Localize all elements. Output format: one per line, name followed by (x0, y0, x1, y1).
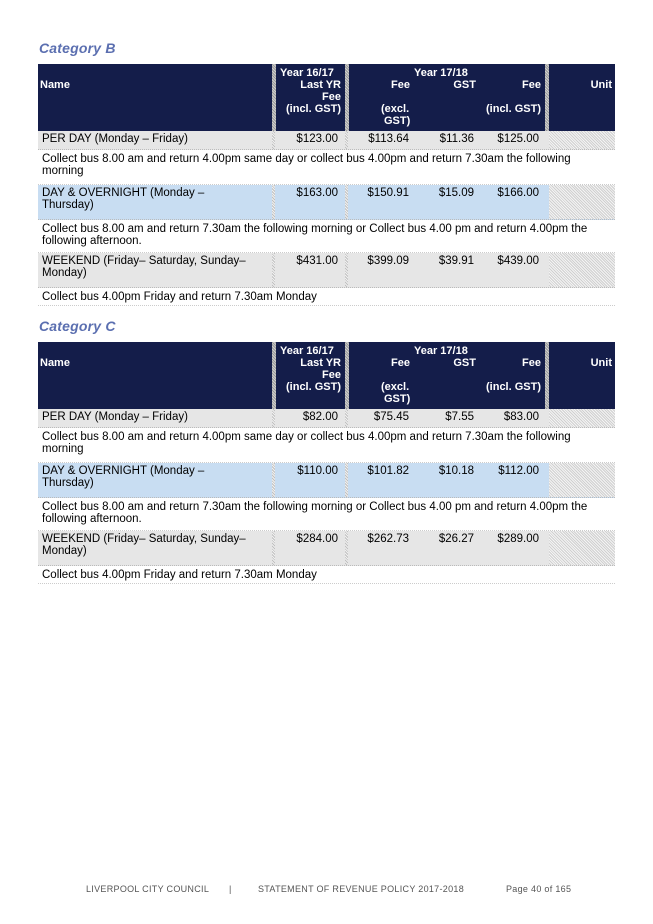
row-description: Collect bus 8.00 am and return 4.00pm same day or collect bus 4.00pm and return 7.30am the following morning (38, 150, 615, 185)
row-name: Monday) (42, 545, 87, 557)
row-column-divider (345, 463, 348, 497)
header-fee-excl-3: GST) (384, 115, 411, 127)
row-fee-incl: $289.00 (497, 533, 539, 545)
row-fee-incl: $112.00 (498, 465, 539, 477)
header-name: Name (40, 357, 70, 369)
table-row (38, 253, 615, 288)
header-last-yr-fee-1: Last YR (300, 357, 341, 369)
footer-org: LIVERPOOL CITY COUNCIL (86, 884, 210, 894)
row-fee-excl: $262.73 (367, 533, 409, 545)
row-name: PER DAY (Monday – Friday) (42, 411, 188, 423)
table-header (38, 64, 615, 131)
header-gst: GST (453, 79, 476, 91)
header-last-yr-fee-1: Last YR (300, 79, 341, 91)
header-fee-excl-2: (excl. (381, 103, 410, 115)
row-last-yr-fee: $284.00 (296, 533, 338, 545)
row-description: Collect bus 4.00pm Friday and return 7.30am Monday (38, 566, 615, 584)
row-column-divider (345, 131, 348, 149)
row-column-divider (272, 409, 275, 427)
row-last-yr-fee: $163.00 (296, 187, 338, 199)
row-last-yr-fee: $82.00 (302, 411, 338, 423)
row-last-yr-fee: $123.00 (296, 133, 338, 145)
header-column-divider (272, 64, 276, 131)
table-header (38, 342, 615, 409)
header-last-yr-fee-3: (incl. GST) (286, 381, 341, 393)
footer-divider: | (229, 884, 232, 894)
header-column-divider (272, 342, 276, 409)
header-year-1617: Year 16/17 (280, 345, 334, 357)
header-year-1617: Year 16/17 (280, 67, 334, 79)
header-name: Name (40, 79, 70, 91)
row-column-divider (272, 131, 275, 149)
row-unit-cell (549, 531, 615, 565)
row-name: Monday) (42, 267, 87, 279)
row-column-divider (272, 185, 275, 219)
row-fee-excl: $101.82 (367, 465, 409, 477)
row-unit-cell (549, 409, 615, 427)
row-unit-cell (549, 253, 615, 287)
row-last-yr-fee: $431.00 (296, 255, 338, 267)
row-gst: $10.18 (438, 465, 474, 477)
row-unit-cell (549, 463, 615, 497)
row-fee-excl: $75.45 (373, 411, 409, 423)
header-fee-incl-1: Fee (522, 357, 541, 369)
row-column-divider (345, 409, 348, 427)
category-title: Category B (39, 40, 116, 56)
row-column-divider (272, 531, 275, 565)
row-gst: $7.55 (445, 411, 474, 423)
header-fee-incl-2: (incl. GST) (486, 103, 541, 115)
header-last-yr-fee-2: Fee (322, 91, 341, 103)
row-gst: $39.91 (438, 255, 474, 267)
row-gst: $26.27 (438, 533, 474, 545)
row-description: Collect bus 8.00 am and return 7.30am the following morning or Collect bus 4.00 pm and return 4.00pm the following afternoon. (38, 498, 615, 531)
row-fee-excl: $399.09 (367, 255, 409, 267)
footer-doc-title: STATEMENT OF REVENUE POLICY 2017-2018 (258, 884, 465, 894)
table-row (38, 531, 615, 566)
table-row (38, 409, 615, 428)
header-unit: Unit (590, 79, 612, 91)
header-fee-incl-2: (incl. GST) (486, 381, 541, 393)
row-fee-incl: $125.00 (497, 133, 539, 145)
table-row (38, 131, 615, 150)
row-column-divider (345, 253, 348, 287)
header-gst: GST (453, 357, 476, 369)
row-column-divider (272, 463, 275, 497)
row-gst: $15.09 (438, 187, 474, 199)
header-year-1718: Year 17/18 (414, 67, 468, 79)
fee-table (38, 64, 615, 306)
header-column-divider (345, 342, 349, 409)
category-title: Category C (39, 318, 116, 334)
table-row (38, 463, 615, 498)
row-name: DAY & OVERNIGHT (Monday – (42, 465, 205, 477)
row-description: Collect bus 4.00pm Friday and return 7.30am Monday (38, 288, 615, 306)
fee-table (38, 342, 615, 584)
row-name: PER DAY (Monday – Friday) (42, 133, 188, 145)
header-last-yr-fee-3: (incl. GST) (286, 103, 341, 115)
header-year-1718: Year 17/18 (414, 345, 468, 357)
row-name: Thursday) (42, 477, 94, 489)
row-name: WEEKEND (Friday– Saturday, Sunday– (42, 533, 246, 545)
row-description: Collect bus 8.00 am and return 4.00pm same day or collect bus 4.00pm and return 7.30am the following morning (38, 428, 615, 463)
header-column-divider (545, 342, 549, 409)
header-fee-excl-3: GST) (384, 393, 411, 405)
row-fee-incl: $83.00 (503, 411, 539, 423)
row-description: Collect bus 8.00 am and return 7.30am the following morning or Collect bus 4.00 pm and return 4.00pm the following afternoon. (38, 220, 615, 253)
header-column-divider (545, 64, 549, 131)
row-unit-cell (549, 131, 615, 149)
row-gst: $11.36 (439, 133, 474, 145)
row-column-divider (272, 253, 275, 287)
row-fee-incl: $439.00 (497, 255, 539, 267)
header-fee-excl-1: Fee (391, 79, 410, 91)
row-fee-incl: $166.00 (497, 187, 539, 199)
row-last-yr-fee: $110.00 (297, 465, 338, 477)
row-unit-cell (549, 185, 615, 219)
header-fee-excl-1: Fee (391, 357, 410, 369)
row-name: WEEKEND (Friday– Saturday, Sunday– (42, 255, 246, 267)
row-fee-excl: $150.91 (367, 187, 409, 199)
row-column-divider (345, 531, 348, 565)
header-unit: Unit (590, 357, 612, 369)
row-column-divider (345, 185, 348, 219)
row-name: Thursday) (42, 199, 94, 211)
header-column-divider (345, 64, 349, 131)
row-fee-excl: $113.64 (368, 133, 409, 145)
header-fee-incl-1: Fee (522, 79, 541, 91)
footer-page-number: Page 40 of 165 (506, 884, 572, 894)
header-last-yr-fee-2: Fee (322, 369, 341, 381)
table-row (38, 185, 615, 220)
header-fee-excl-2: (excl. (381, 381, 410, 393)
row-name: DAY & OVERNIGHT (Monday – (42, 187, 205, 199)
